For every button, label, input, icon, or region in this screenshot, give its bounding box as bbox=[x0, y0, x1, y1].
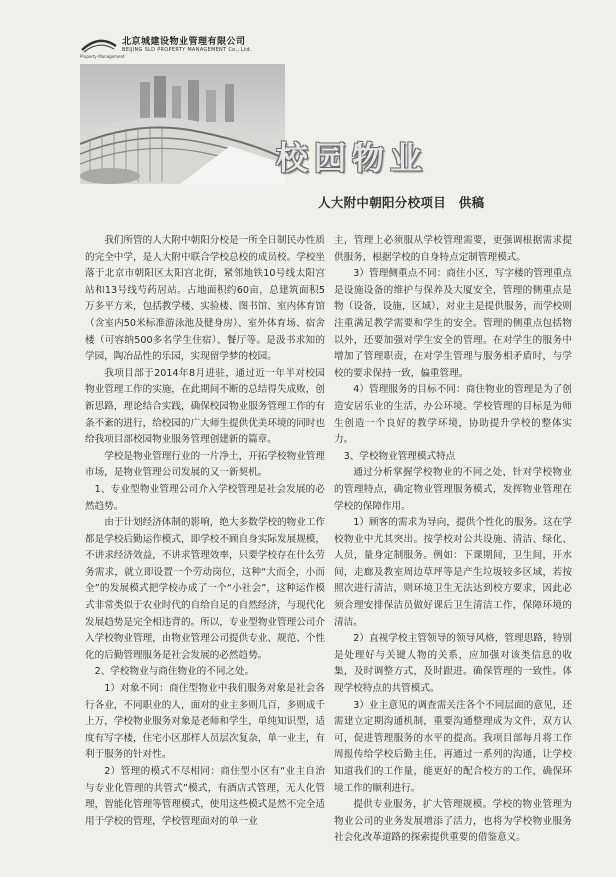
right-text-column bbox=[334, 233, 572, 847]
paragraph: 3）管理侧重点不同：商住小区，写字楼的管理重点是设施设备的维护与保养及大厦安全，管理的侧重点是物（设备，设施，区域），对业主是提供服务，而学校则注重满足教学需要和学生的安全。管理的侧重点包括物以外，还要加强对学生安全的管理。在对学生的服务中增加了管理职责，在对学生管理与服务相矛盾时，与学校的要求保持一致，偏重管理。 bbox=[334, 268, 572, 379]
left-text-column bbox=[85, 233, 325, 830]
paragraph: 4）管理服务的目标不同：商住物业的管理是为了创造安居乐业的生活，办公环境。学校管理的目标是为师生创造一个良好的教学环境，协助提升学校的整体实力。 bbox=[334, 384, 572, 446]
section-heading: 2、学校物业与商住物业的不同之处。 bbox=[94, 666, 255, 678]
paragraph: 1）对象不同：商住型物业中我们服务对象是社会各行各业，不同职业的人，面对的业主多则几百，多则成千上万，学校物业服务对象是老师和学生，单纯知识型，适度有写字楼，住宅小区那样人员层次复杂，单一业主，有利于服务的针对性。 bbox=[85, 683, 325, 761]
company-name-en: BEIJING SLD PROPERTY MANAGEMENT Co., Ltd. bbox=[122, 47, 252, 53]
paragraph: 2）管理的模式不尽相同：商住型小区有“业主自治与专业化管理的共管式”模式，有酒店式管理，无人化管理，智能化管理等管理模式，使用这些模式是然不完全适用于学校的管理，学校管理面对的单一业 bbox=[85, 766, 325, 827]
company-tagline: Property Management bbox=[80, 54, 125, 59]
paragraph: 主，管理上必须服从学校管理需要，更强调根据需求提供服务，根据学校的自身特点定制管理模式。 bbox=[334, 235, 572, 263]
paragraph: 通过分析掌握学校物业的不同之处，针对学校物业的管理特点，确定物业管理服务模式，发挥物业管理在学校的保障作用。 bbox=[334, 467, 572, 512]
paragraph: 我们所管的人大附中朝阳分校是一所全日制民办性质的完全中学，是人大附中联合学校总校的成员校。学校坐落于北京市朝阳区太阳宫北街，紧邻地铁10号线太阳宫站和13号线芍药居站。占地面积约60亩，总建筑面积5万多平方米，包括教学楼、实验楼、图书馆、室内体育馆（含室内50米标准游泳池及健身房）、室外体育场、宿舍楼（可容纳500多名学生住宿）、餐厅等。是汲书求知的学园，陶冶品性的乐园，实现留学梦的校园。 bbox=[85, 235, 325, 363]
article-title: 校园物业 bbox=[276, 139, 429, 177]
article-byline: 人大附中朝阳分校项目 供稿 bbox=[318, 195, 485, 210]
campus-photo bbox=[80, 64, 285, 184]
company-header bbox=[80, 34, 520, 60]
company-logo-icon bbox=[80, 36, 118, 54]
company-name-cn: 北京城建设物业管理有限公司 bbox=[122, 37, 246, 47]
paragraph: 我项目部于2014年8月进驻，通过近一年半对校园物业管理工作的实施，在此期间不断的总结得失成败，创新思路，理论结合实践，确保校园物业服务管理工作的有条不紊的进行，给校园的广大师生提供优美环境的同时也给我项目部校园物业服务管理创建新的篇章。 bbox=[85, 367, 325, 446]
paragraph: 3）业主意见的调查需关注各个不同层面的意见，还需建立定期沟通机制，重要沟通整理成为文件，双方认可，促进管理服务的水平的提高。我项目部每月将工作周报传给学校后勤主任，再通过一系列的沟通，让学校知道我们的工作量，能更好的配合校方的工作，确保环境工作的顺利进行。 bbox=[334, 699, 572, 794]
paragraph: 学校是物业管理行业的一片净土，开拓学校物业管理市场，是物业管理公司发展的又一新契机。 bbox=[85, 450, 325, 479]
paragraph: 由于计划经济体制的影响，绝大多数学校的物业工作都是学校后勤运作模式，即学校不顾自身实际发展规模，不讲求经济效益，不讲求管理效率，只要学校存在什么劳务需求，就立即设置一个劳动岗位，这种“大而全，小而全”的发展模式把学校办成了一个“小社会”，这种运作模式非常类似于农业时代的自给自足的自然经济，与现代化发展趋势是完全相违背的。所以，专业型物业管理公司介入学校物业管理，由物业管理公司提供专业、规范、个性化的后勤管理服务是社会发展的必然趋势。 bbox=[85, 517, 325, 661]
paragraph: 1）顾客的需求为导向，提供个性化的服务。这在学校物业中尤其突出。按学校对公共设施、清洁、绿化、人员，量身定制服务。例如：下课期间，卫生间，开水间，走廊及教室周边草坪等是产生垃圾较多区域，若按照次进行清洁，则环境卫生无法达到校方要求，因此必须合理安排保洁员做好课后卫生清洁工作，保障环境的清洁。 bbox=[334, 517, 572, 628]
section-heading: 1、专业型物业管理公司介入学校管理是社会发展的必然趋势。 bbox=[85, 483, 325, 512]
paragraph: 2）直视学校主管领导的领导风格，管理思路，特别是处理好与关键人物的关系，应加强对该类信息的收集，及时调整方式，及时跟进。确保管理的一致性。体现学校特点的共管模式。 bbox=[334, 633, 572, 695]
paragraph: 提供专业服务，扩大管理规模。学校的物业管理为物业公司的业务发展增添了活力，也将为学校物业服务社会化改革道路的探索提供重要的借鉴意义。 bbox=[334, 799, 572, 844]
section-heading: 3、学校物业管理模式特点 bbox=[343, 450, 456, 462]
